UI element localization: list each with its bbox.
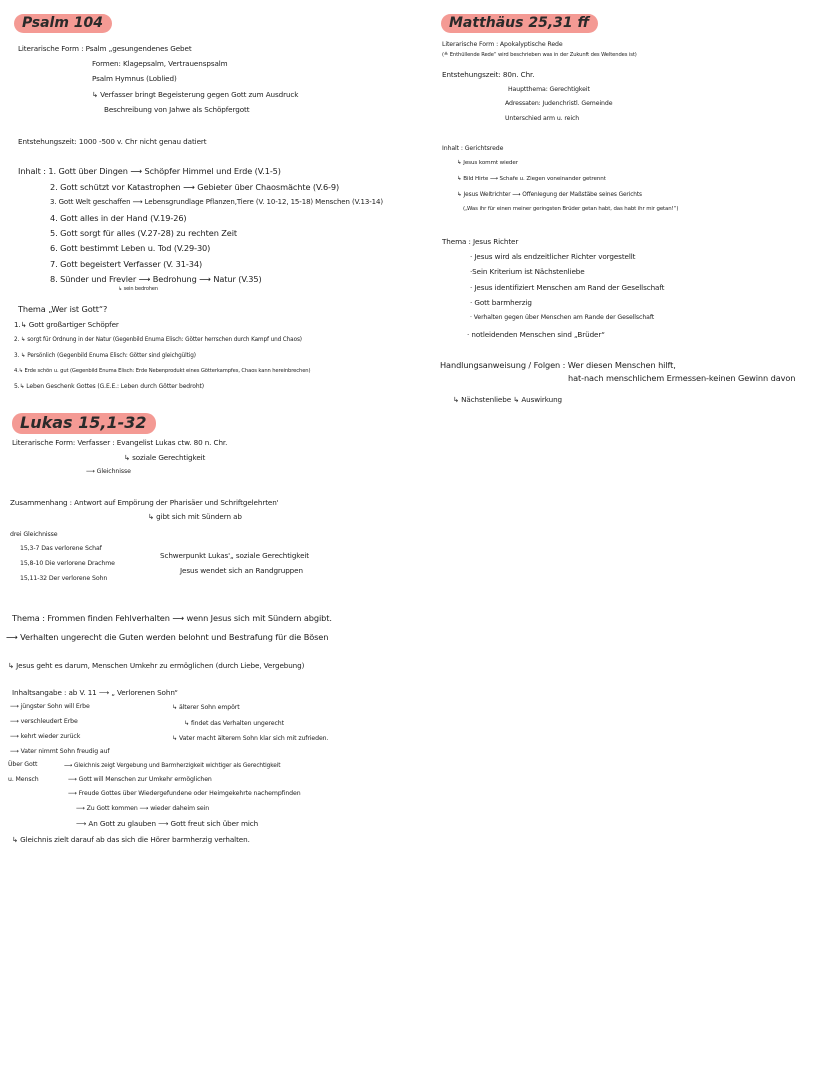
lukas-inhalt-r3: ↳ Vater macht älterem Sohn klar sich mit zufrieden. xyxy=(172,735,329,742)
psalm-form-3: Psalm Hymnus (Loblied) xyxy=(92,74,177,83)
matthaeus-handlung-2: hat-nach menschlichem Ermessen-keinen Gewinn davon xyxy=(568,373,796,383)
lukas-schwerpunkt-1: Schwerpunkt Lukas'„ soziale Gerechtigkeit xyxy=(160,551,310,560)
lukas-drei-gleichnisse: drei Gleichnisse xyxy=(10,531,58,538)
lukas-inhalt-r2: ↳ findet das Verhalten ungerecht xyxy=(184,720,284,727)
psalm-thema-3: 3. ↳ Persönlich (Gegenbild Enuma Elisch: Götter sind gleichgültig) xyxy=(14,353,196,359)
lukas-ueber-4: ⟶ Zu Gott kommen ⟶ wieder daheim sein xyxy=(76,805,210,812)
matthaeus-inhalt-1: ↳ Jesus kommt wieder xyxy=(457,160,518,166)
lukas-form-1: Literarische Form: Verfasser : Evangelist Lukas ctw. 80 n. Chr. xyxy=(12,438,228,447)
psalm-form-5: Beschreibung von Jahwe als Schöpfergott xyxy=(104,105,250,114)
psalm-entstehung: Entstehungszeit: 1000 -500 v. Chr nicht genau datiert xyxy=(18,137,207,146)
psalm-inhalt-8b: ↳ sein bedrohen xyxy=(118,286,158,292)
lukas-ueber-1: ⟶ Gleichnis zeigt Vergebung und Barmherzigkeit wichtiger als Gerechtigkeit xyxy=(64,763,281,769)
matthaeus-inhalt-3: ↳ Jesus Weltrichter ⟶ Offenlegung der Maßstäbe seines Gerichts xyxy=(457,192,642,198)
matthaeus-thema-5: · Verhalten gegen über Menschen am Rande der Gesellschaft xyxy=(470,314,655,321)
psalm-title: Psalm 104 xyxy=(14,14,112,33)
lukas-form-2: ↳ soziale Gerechtigkeit xyxy=(124,453,206,462)
psalm-inhalt-5: 5. Gott sorgt für alles (V.27-28) zu rechten Zeit xyxy=(50,228,238,238)
matthaeus-form-1: Literarische Form : Apokalyptische Rede xyxy=(442,41,563,48)
psalm-inhalt-1: Inhalt : 1. Gott über Dingen ⟶ Schöpfer Himmel und Erde (V.1-5) xyxy=(18,166,281,176)
lukas-gleichnis-3: 15,11-32 Der verlorene Sohn xyxy=(20,575,108,582)
psalm-thema: Thema „Wer ist Gott“? xyxy=(18,304,108,314)
matthaeus-inhalt: Inhalt : Gerichtsrede xyxy=(442,145,504,152)
lukas-schluss: ↳ Gleichnis zielt darauf ab das sich die Hörer barmherzig verhalten. xyxy=(12,835,250,844)
lukas-title: Lukas 15,1-32 xyxy=(12,413,156,434)
lukas-ueber-gott: Über Gott xyxy=(8,761,38,768)
psalm-thema-4: 4.↳ Erde schön u. gut (Gegenbild Enuma Elisch: Erde Nebenprodukt eines Götterkampfes, Chaos kann hereinbrechen) xyxy=(14,368,311,374)
lukas-inhalt-l3: ⟶ kehrt wieder zurück xyxy=(10,733,81,740)
matthaeus-inhalt-2: ↳ Bild Hirte ⟶ Schafe u. Ziegen voneinander getrennt xyxy=(457,176,606,182)
matthaeus-hauptthema: Hauptthema: Gerechtigkeit xyxy=(508,86,590,93)
matthaeus-thema: Thema : Jesus Richter xyxy=(442,237,519,246)
matthaeus-entstehung: Entstehungszeit: 80n. Chr. xyxy=(442,70,535,79)
matthaeus-thema-3: · Jesus identifiziert Menschen am Rand der Gesellschaft xyxy=(470,283,665,292)
matthaeus-form-2: (≙ Enthüllende Rede“ wird beschrieben was in der Zukunft des Weltendes ist) xyxy=(442,52,637,58)
matthaeus-thema-1: · Jesus wird als endzeitlicher Richter vorgestellt xyxy=(470,252,636,261)
psalm-inhalt-8: 8. Sünder und Frevler ⟶ Bedrohung ⟶ Natur (V.35) xyxy=(50,274,262,284)
psalm-inhalt-3: 3. Gott Welt geschaffen ⟶ Lebensgrundlage Pflanzen,Tiere (V. 10-12, 15-18) Menschen (V.13-14) xyxy=(50,198,383,206)
psalm-inhalt-4: 4. Gott alles in der Hand (V.19-26) xyxy=(50,213,187,223)
lukas-gleichnis-1: 15,3-7 Das verlorene Schaf xyxy=(20,545,102,552)
matthaeus-handlung-3: ↳ Nächstenliebe ↳ Auswirkung xyxy=(453,395,562,404)
psalm-form-1: Literarische Form : Psalm „gesungendenes Gebet xyxy=(18,44,192,53)
lukas-thema-1: Thema : Frommen finden Fehlverhalten ⟶ wenn Jesus sich mit Sündern abgibt. xyxy=(12,613,332,623)
lukas-zusammenhang-2: ↳ gibt sich mit Sündern ab xyxy=(148,512,242,521)
lukas-schwerpunkt-2: Jesus wendet sich an Randgruppen xyxy=(180,566,303,575)
lukas-form-3: ⟶ Gleichnisse xyxy=(86,468,131,475)
psalm-inhalt-2: 2. Gott schützt vor Katastrophen ⟶ Gebieter über Chaosmächte (V.6-9) xyxy=(50,182,340,192)
lukas-inhalt-l4: ⟶ Vater nimmt Sohn freudig auf xyxy=(10,748,110,755)
matthaeus-unterschied: Unterschied arm u. reich xyxy=(505,115,580,122)
matthaeus-thema-2: ·Sein Kriterium ist Nächstenliebe xyxy=(470,267,585,276)
lukas-gleichnis-2: 15,8-10 Die verlorene Drachme xyxy=(20,560,115,567)
psalm-form-4: ↳ Verfasser bringt Begeisterung gegen Gott zum Ausdruck xyxy=(92,90,299,99)
lukas-inhaltsangabe: Inhaltsangabe : ab V. 11 ⟶ „ Verlorenen Sohn“ xyxy=(12,688,178,697)
matthaeus-title: Matthäus 25,31 ff xyxy=(441,14,598,33)
matthaeus-adressaten: Adressaten: Judenchristl. Gemeinde xyxy=(505,100,613,107)
psalm-thema-2: 2. ↳ sorgt für Ordnung in der Natur (Gegenbild Enuma Elisch: Götter herrschen durch Kampf und Chaos) xyxy=(14,337,302,343)
matthaeus-thema-4: · Gott barmherzig xyxy=(470,298,532,307)
lukas-thema-3: ↳ Jesus geht es darum, Menschen Umkehr zu ermöglichen (durch Liebe, Vergebung) xyxy=(8,661,305,670)
lukas-inhalt-l2: ⟶ verschleudert Erbe xyxy=(10,718,78,725)
lukas-ueber-2: ⟶ Gott will Menschen zur Umkehr ermöglichen xyxy=(68,776,212,783)
lukas-ueber-5: ⟶ An Gott zu glauben ⟶ Gott freut sich über mich xyxy=(76,819,259,828)
psalm-thema-5: 5.↳ Leben Geschenk Gottes (G.E.E.: Leben durch Götter bedroht) xyxy=(14,383,205,390)
lukas-inhalt-r1: ↳ älterer Sohn empört xyxy=(172,704,240,711)
lukas-ueber-3: ⟶ Freude Gottes über Wiedergefundene oder Heimgekehrte nachempfinden xyxy=(68,790,301,797)
lukas-inhalt-l1: ⟶ jüngster Sohn will Erbe xyxy=(10,703,90,710)
matthaeus-inhalt-4: („Was ihr für einen meiner geringsten Brüder getan habt, das habt ihr mir getan!“) xyxy=(463,206,679,212)
matthaeus-thema-6: · notleidenden Menschen sind „Brüder“ xyxy=(467,330,605,339)
psalm-form-2: Formen: Klagepsalm, Vertrauenspsalm xyxy=(92,59,228,68)
lukas-zusammenhang-1: Zusammenhang : Antwort auf Empörung der Pharisäer und Schriftgelehrten' xyxy=(10,498,279,507)
lukas-und-mensch: u. Mensch xyxy=(8,776,39,783)
psalm-thema-1: 1.↳ Gott großartiger Schöpfer xyxy=(14,320,119,329)
psalm-inhalt-6: 6. Gott bestimmt Leben u. Tod (V.29-30) xyxy=(50,243,211,253)
lukas-thema-2: ⟶ Verhalten ungerecht die Guten werden belohnt und Bestrafung für die Bösen xyxy=(6,632,329,642)
psalm-inhalt-7: 7. Gott begeistert Verfasser (V. 31-34) xyxy=(50,259,203,269)
matthaeus-handlung-1: Handlungsanweisung / Folgen : Wer diesen Menschen hilft, xyxy=(440,360,676,370)
